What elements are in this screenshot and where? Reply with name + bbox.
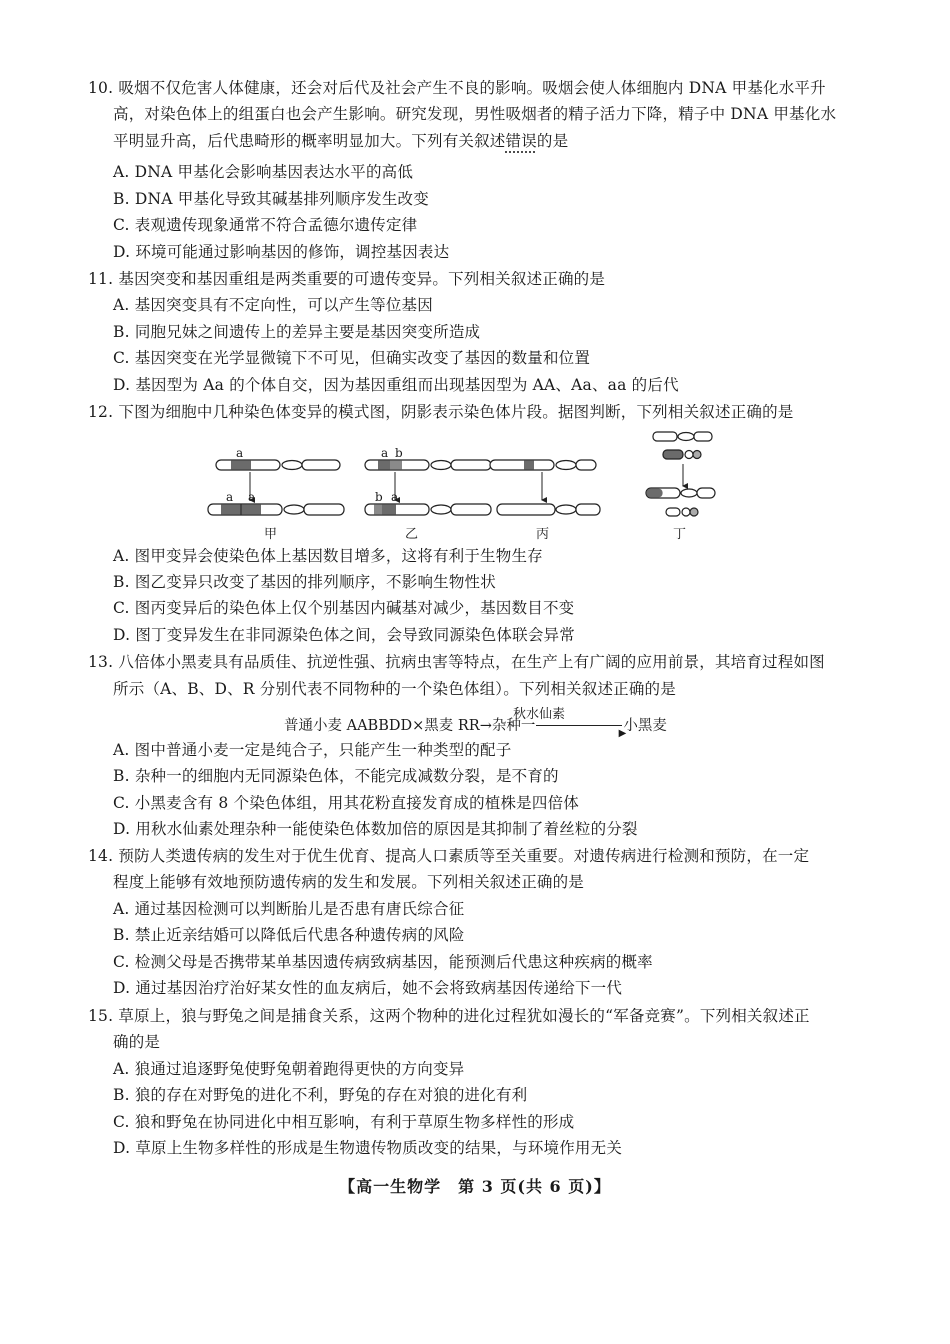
q11-option-b: B. 同胞兄妹之间遗传上的差异主要是基因突变所造成 [113, 323, 481, 341]
q12-option-d: D. 图丁变异发生在非同源染色体之间，会导致同源染色体联会异常 [113, 626, 575, 644]
chromosome-variation-figure [0, 424, 950, 544]
yi-bottom-gene-label-2: a [391, 490, 399, 504]
bing-top-chromosome [490, 460, 596, 470]
figure-label-jia: 甲 [264, 527, 278, 542]
q12-option-b: B. 图乙变异只改变了基因的排列顺序，不影响生物性状 [113, 573, 496, 591]
figure-label-yi: 乙 [405, 527, 419, 542]
page-footer: 【高一生物学 第 3 页(共 6 页)】 [339, 1177, 611, 1196]
q10-emphasis-word: 错误 [505, 132, 537, 150]
q13-stem-line-1: 13. 八倍体小黑麦具有品质佳、抗逆性强、抗病虫害等特点，在生产上有广阔的应用前景，其培育过程如图 [88, 653, 825, 671]
q10-option-d: D. 环境可能通过影响基因的修饰，调控基因表达 [113, 243, 450, 261]
q14-option-c: C. 检测父母是否携带某单基因遗传病致病基因，能预测后代患这种疾病的概率 [113, 953, 653, 971]
q13-option-b: B. 杂种一的细胞内无同源染色体，不能完成减数分裂，是不育的 [113, 767, 559, 785]
q12-option-a: A. 图甲变异会使染色体上基因数目增多，这将有利于生物生存 [113, 547, 543, 565]
q10-stem-line-3 [113, 130, 568, 152]
q10-option-c: C. 表观遗传现象通常不符合孟德尔遗传定律 [113, 216, 418, 234]
jia-bottom-gene-label-2: a [248, 490, 256, 504]
q14-option-a: A. 通过基因检测可以判断胎儿是否患有唐氏综合征 [113, 900, 465, 918]
q15-stem-line-2: 确的是 [113, 1033, 161, 1051]
q10-stem-line-2: 高，对染色体上的组蛋白也会产生影响。研究发现，男性吸烟者的精子活力下降，精子中 DNA 甲基化水 [113, 105, 837, 123]
q14-stem-line-2: 程度上能够有效地预防遗传病的发生和发展。下列相关叙述正确的是 [113, 873, 585, 891]
q11-option-a: A. 基因突变具有不定向性，可以产生等位基因 [113, 296, 433, 314]
formula-left: 普通小麦 AABBDD×黑麦 RR→杂种一 [284, 718, 536, 734]
jia-top-gene-label: a [236, 446, 244, 460]
q10-option-a: A. DNA 甲基化会影响基因表达水平的高低 [113, 163, 414, 181]
formula-right: 小黑麦 [623, 718, 667, 734]
q10-stem-line-1: 10. 吸烟不仅危害人体健康，还会对后代及社会产生不良的影响。吸烟会使人体细胞内 DNA 甲基化水平升 [88, 79, 826, 97]
q10-option-b: B. DNA 甲基化导致其碱基排列顺序发生改变 [113, 190, 429, 208]
q15-stem-line-1: 15. 草原上，狼与野兔之间是捕食关系，这两个物种的进化过程犹如漫长的“军备竞赛”。下列相关叙述正 [88, 1007, 810, 1025]
q15-option-d: D. 草原上生物多样性的形成是生物遗传物质改变的结果，与环境作用无关 [113, 1139, 623, 1157]
q15-option-a: A. 狼通过追逐野兔使野兔朝着跑得更快的方向变异 [113, 1060, 465, 1078]
q11-option-d: D. 基因型为 Aa 的个体自交，因为基因重组而出现基因型为 AA、Aa、aa 的后代 [113, 376, 679, 394]
ding-top-chromosomes [653, 432, 712, 459]
q14-option-d: D. 通过基因治疗治好某女性的血友病后，她不会将致病基因传递给下一代 [113, 979, 623, 997]
formula-arrow-label: 秋水仙素 [513, 707, 566, 722]
q15-option-c: C. 狼和野兔在协同进化中相互影响，有利于草原生物多样性的形成 [113, 1113, 575, 1131]
q10-stem-pre: 平明显升高，后代患畸形的概率明显加大。下列有关叙述 [113, 132, 506, 150]
jia-bottom-chromosome [208, 504, 344, 515]
q12-option-c: C. 图丙变异后的染色体上仅个别基因内碱基对减少，基因数目不变 [113, 599, 575, 617]
q13-option-c: C. 小黑麦含有 8 个染色体组，用其花粉直接发育成的植株是四倍体 [113, 794, 579, 812]
q11-stem-line-1: 11. 基因突变和基因重组是两类重要的可遗传变异。下列相关叙述正确的是 [88, 270, 606, 288]
ding-bottom-chromosomes [646, 488, 715, 516]
bing-bottom-chromosome [497, 504, 600, 515]
q10-stem-post: 的是 [536, 132, 569, 150]
breeding-formula [284, 714, 667, 739]
yi-top-gene-label-2: b [395, 446, 403, 460]
q14-option-b: B. 禁止近亲结婚可以降低后代患各种遗传病的风险 [113, 926, 465, 944]
jia-top-chromosome [216, 460, 340, 470]
q15-option-b: B. 狼的存在对野兔的进化不利，野兔的存在对狼的进化有利 [113, 1086, 528, 1104]
jia-bottom-gene-label-1: a [226, 490, 234, 504]
figure-label-bing: 丙 [536, 527, 550, 542]
yi-bottom-gene-label-1: b [375, 490, 383, 504]
q13-option-a: A. 图中普通小麦一定是纯合子，只能产生一种类型的配子 [113, 741, 512, 759]
yi-top-gene-label-1: a [381, 446, 389, 460]
q14-stem-line-1: 14. 预防人类遗传病的发生对于优生优育、提高人口素质等至关重要。对遗传病进行检测和预防，在一定 [88, 847, 810, 865]
q12-stem-line-1: 12. 下图为细胞中几种染色体变异的模式图，阴影表示染色体片段。据图判断，下列相关叙述正确的是 [88, 403, 794, 421]
yi-top-chromosome [365, 460, 491, 470]
q11-option-c: C. 基因突变在光学显微镜下不可见，但确实改变了基因的数量和位置 [113, 349, 591, 367]
figure-label-ding: 丁 [673, 527, 687, 542]
formula-arrow: ▶ [536, 725, 622, 726]
q13-stem-line-2: 所示（A、B、D、R 分别代表不同物种的一个染色体组）。下列相关叙述正确的是 [113, 680, 676, 698]
q13-option-d: D. 用秋水仙素处理杂种一能使染色体数加倍的原因是其抑制了着丝粒的分裂 [113, 820, 638, 838]
yi-bottom-chromosome [365, 504, 491, 515]
